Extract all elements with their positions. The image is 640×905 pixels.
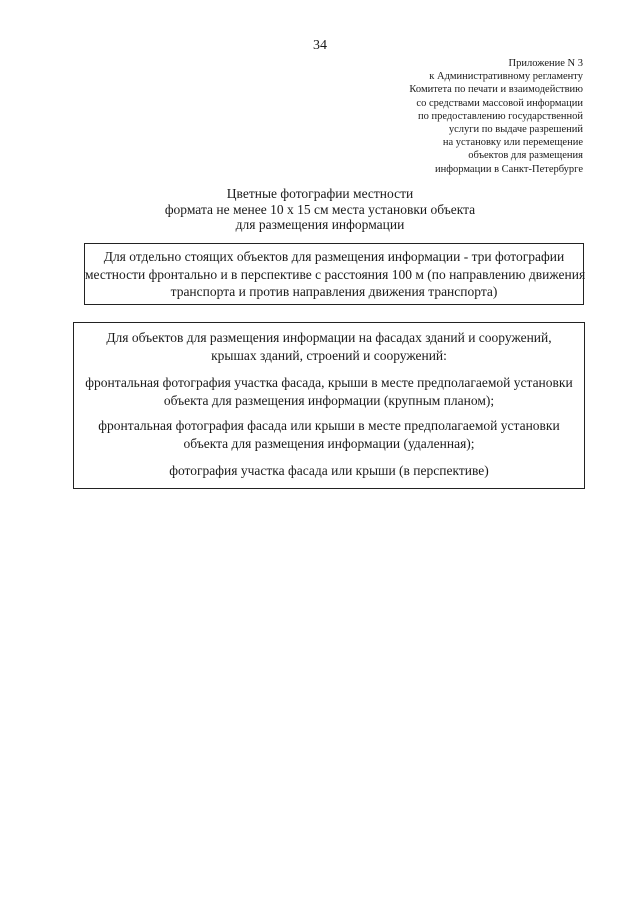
box2-item1-line: фронтальная фотография участка фасада, крыши в месте предполагаемой установки (85, 375, 573, 390)
appendix-line: на установку или перемещение (442, 137, 583, 149)
appendix-line: объектов для размещения (468, 150, 583, 162)
appendix-line: информации в Санкт-Петербурге (434, 163, 583, 175)
facade-objects-box (73, 322, 585, 489)
spacer (74, 364, 584, 374)
box1-line: местности фронтально и в перспективе с расстояния 100 м (по направлению движения (85, 266, 586, 282)
standalone-objects-box (84, 243, 584, 305)
box1-line: транспорта и против направления движения транспорта) (170, 284, 498, 299)
appendix-header (323, 57, 583, 176)
appendix-line: к Административному регламенту (429, 71, 583, 83)
title-line: Цветные фотографии местности (226, 186, 414, 201)
page-number: 34 (313, 38, 327, 53)
appendix-line: Приложение N 3 (508, 58, 583, 69)
box2-intro-line: Для объектов для размещения информации на фасадах зданий и сооружений, (106, 330, 552, 345)
box2-item2-line: фронтальная фотография фасада или крыши в месте предполагаемой установки (98, 418, 560, 433)
appendix-line: услуги по выдаче разрешений (448, 124, 583, 136)
document-title (0, 186, 640, 233)
box2-item3-line: фотография участка фасада или крыши (в перспективе) (169, 463, 489, 478)
title-line: формата не менее 10 х 15 см места установки объекта (164, 201, 476, 217)
spacer (74, 452, 584, 462)
box2-item2-line: объекта для размещения информации (удаленная); (183, 435, 475, 451)
box2-item1-line: объекта для размещения информации (крупным планом); (163, 392, 495, 408)
appendix-line: со средствами массовой информации (416, 97, 583, 109)
box2-intro-line: крышах зданий, строений и сооружений: (211, 347, 447, 363)
appendix-line: Комитета по печати и взаимодействию (409, 84, 583, 96)
spacer (74, 409, 584, 417)
title-line: для размещения информации (235, 217, 405, 232)
box1-line: Для отдельно стоящих объектов для размещения информации - три фотографии (103, 249, 565, 264)
appendix-line: по предоставлению государственной (417, 110, 583, 122)
